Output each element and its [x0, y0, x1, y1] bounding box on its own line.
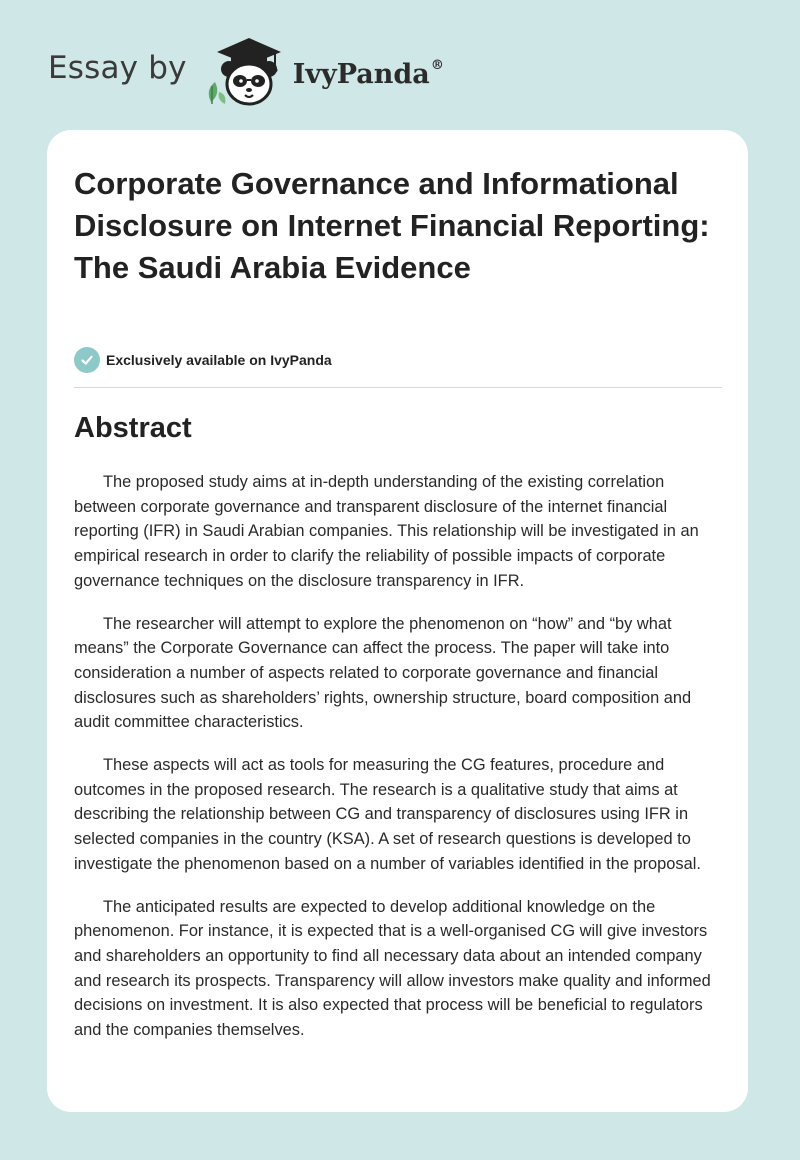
exclusive-badge-label: Exclusively available on IvyPanda: [106, 352, 332, 368]
essay-card: [47, 130, 748, 1112]
essay-title: Corporate Governance and Informational Disclosure on Internet Financial Reporting: The Saudi Arabia Evidence: [74, 166, 710, 285]
registered-mark: ®: [430, 57, 444, 73]
brand-text: IvyPanda: [292, 58, 430, 90]
ivypanda-logo-icon[interactable]: [201, 34, 291, 110]
section-heading-abstract: Abstract: [74, 412, 192, 444]
exclusive-badge: [74, 347, 332, 373]
abstract-paragraph: The researcher will attempt to explore the phenomenon on “how” and “by what means” the Corporate Governance can affect the process. The paper will take into consideration a number of aspects related to corporate governance and financial disclosures such as shareholders’ rights, ownership structure, board composition and audit committee characteristics.: [74, 614, 692, 732]
abstract-paragraph: These aspects will act as tools for measuring the CG features, procedure and outcomes in the proposed research. The research is a qualitative study that aims at describing the relationship between CG and transparency of disclosures using IFR in selected companies in the country (KSA). A set of research questions is developed to investigate the phenomenon based on a number of variables identified in the proposal.: [74, 756, 701, 873]
abstract-paragraph: The proposed study aims at in-depth understanding of the existing correlation between corporate governance and transparent disclosure of the internet financial reporting (IFR) in Saudi Arabian companies. This relationship will be investigated in an empirical research in order to clarify the reliability of possible impacts of corporate governance techniques on the disclosure transparency in IFR.: [74, 473, 699, 590]
check-circle-icon: [74, 347, 100, 373]
essay-by-label: Essay by: [48, 50, 187, 86]
title-divider: [74, 387, 722, 388]
ivypanda-brand-name[interactable]: [293, 59, 444, 90]
abstract-body: [74, 470, 726, 1061]
abstract-paragraph: The anticipated results are expected to develop additional knowledge on the phenomenon. For instance, it is expected that is a well-organised CG will give investors and shareholders an opportunity to find all necessary data about an intended company and research its prospects. Transparency will allow investors make quality and informed decisions on investment. It is also expected that process will be beneficial to regulators and the companies themselves.: [74, 897, 711, 1040]
site-header: [48, 34, 444, 110]
